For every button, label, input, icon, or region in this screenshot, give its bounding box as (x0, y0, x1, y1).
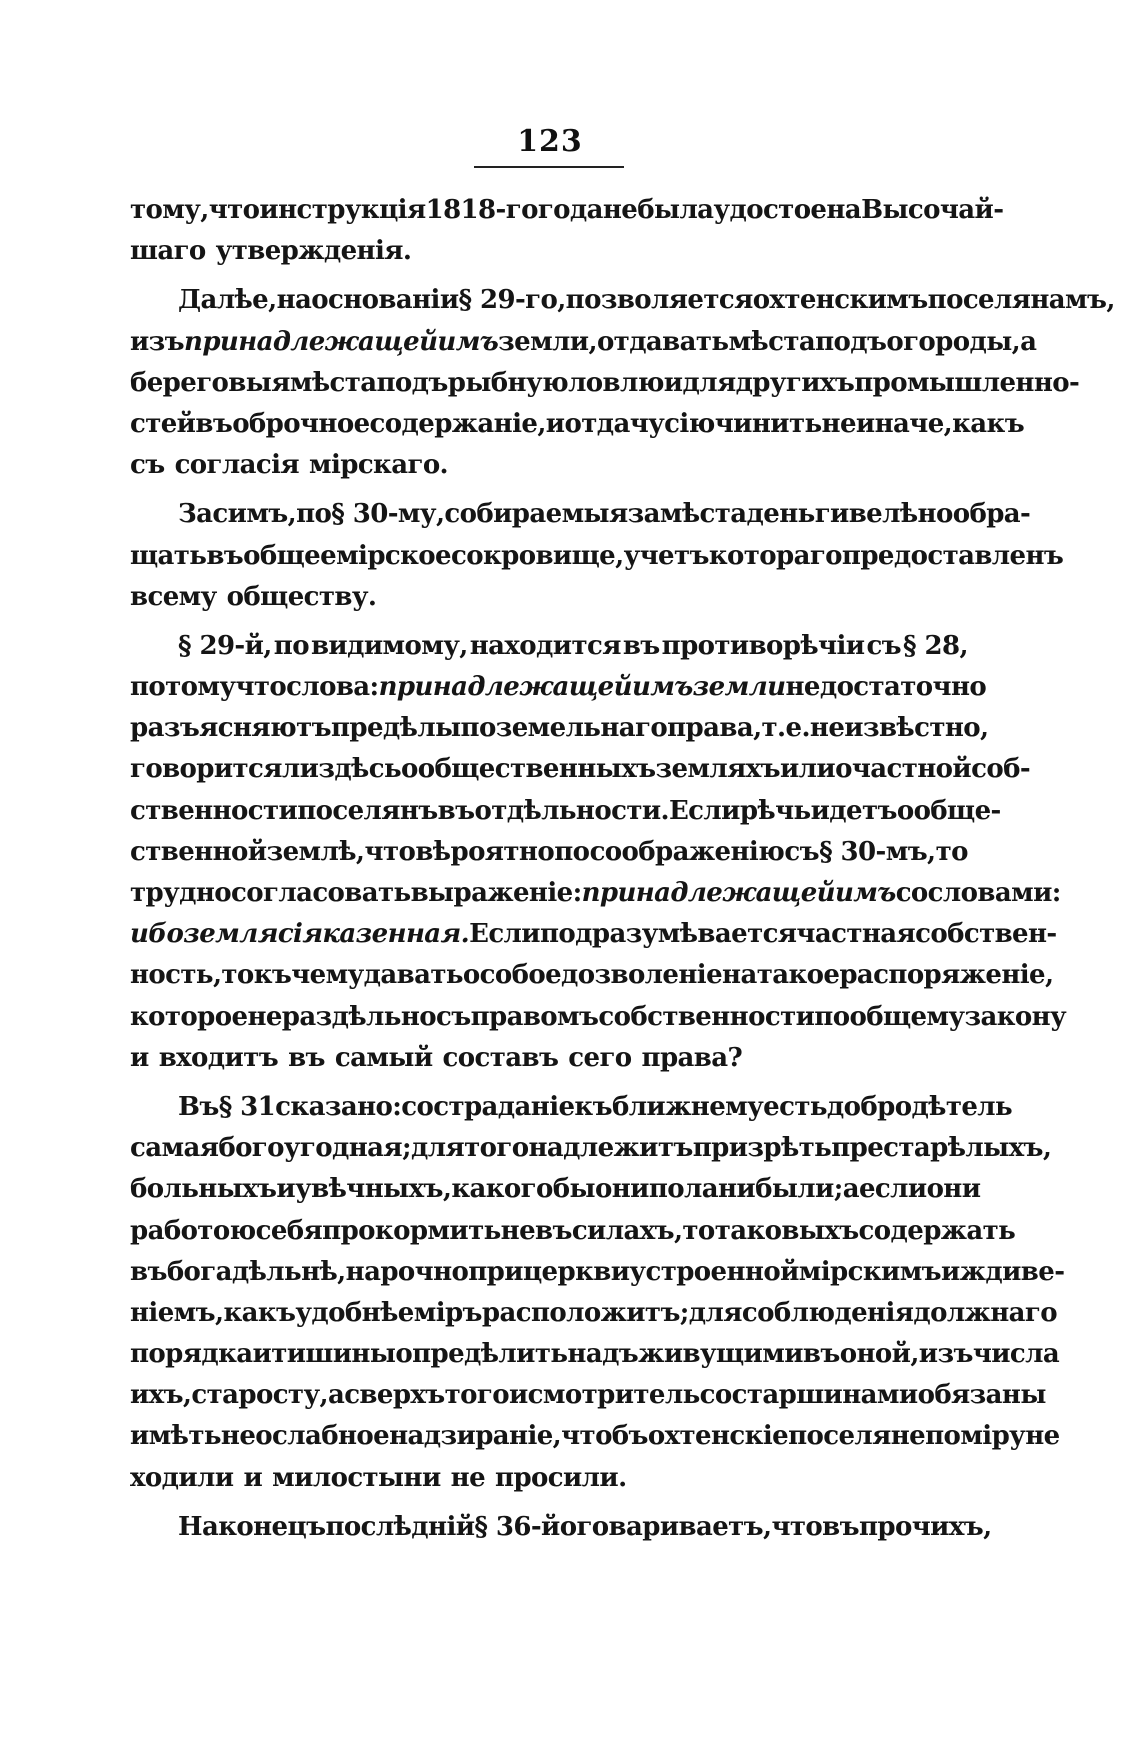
word: береговыя (130, 367, 290, 398)
word: и (130, 1042, 149, 1073)
word: § 29-го, (458, 285, 566, 316)
word: и (663, 367, 683, 398)
text-line (130, 873, 1061, 914)
word: мірскаго. (308, 450, 449, 481)
word: нарочно (345, 1256, 469, 1287)
word: подразумѣвается (539, 919, 797, 950)
word: и (545, 408, 565, 439)
word: земляхъ (655, 754, 780, 785)
word: имъ (437, 326, 499, 357)
word: богоугодная; (218, 1133, 412, 1164)
word: мірское (336, 540, 451, 571)
word: въ (535, 1215, 572, 1246)
text-line (130, 577, 968, 618)
word: мѣста (659, 499, 747, 530)
word: собствен- (915, 919, 1057, 950)
word: работою (130, 1215, 256, 1246)
word: тому, (130, 195, 209, 225)
word: по (273, 630, 309, 661)
word: согласовать (231, 878, 411, 908)
word: составъ (442, 1042, 559, 1073)
word: ибо (130, 919, 184, 950)
word: пола (648, 1174, 718, 1205)
word: вѣроятно (415, 836, 555, 867)
word: общее (243, 540, 337, 571)
word: послѣдній (325, 1511, 475, 1542)
word: ловлю (568, 367, 664, 398)
text-line (130, 832, 968, 873)
word: Если (469, 919, 540, 950)
text-line (130, 536, 1064, 577)
word: соблюденія (741, 1297, 914, 1328)
word: что (208, 195, 260, 225)
word: принадлежащей (581, 878, 835, 908)
word: сію (664, 408, 715, 439)
word: что (364, 836, 416, 867)
word: съ (866, 630, 902, 661)
word: расположитъ; (481, 1297, 689, 1328)
word: ность, (130, 960, 222, 991)
word: словами: (927, 878, 1061, 908)
word: старшинами (731, 1380, 918, 1411)
word: а (1020, 326, 1037, 357)
word: § 31 (218, 1091, 276, 1122)
word: охтенскіе (647, 1421, 789, 1452)
word: со (895, 878, 928, 908)
word: сокровище, (451, 540, 624, 571)
word: другихъ (735, 367, 855, 398)
word: и (243, 1462, 263, 1493)
word: или (779, 754, 836, 785)
text-line (130, 1211, 1016, 1252)
word: говорится (130, 754, 282, 785)
word: ственной (130, 836, 267, 867)
text-line (130, 280, 1115, 321)
word: охтенскимъ (752, 285, 928, 316)
word: имъ (631, 672, 693, 703)
word: о (896, 795, 914, 826)
word: дозволеніе (561, 960, 723, 991)
word: содержать (858, 1215, 1016, 1246)
word: велѣно (848, 499, 953, 530)
word: для (411, 1133, 465, 1164)
word: съ (436, 1001, 471, 1032)
word: предоставленъ (841, 540, 1064, 571)
word: въ (802, 1339, 840, 1370)
word: что (235, 672, 287, 703)
word: увѣчныхъ, (295, 1174, 452, 1205)
word: для (682, 367, 736, 398)
paragraph (130, 494, 1064, 618)
word: потому (130, 672, 236, 703)
word: изъ (130, 326, 185, 357)
paragraph (130, 280, 1115, 486)
word: Засимъ, (178, 499, 297, 530)
word: особое (462, 960, 562, 991)
word: отдавать (596, 326, 729, 357)
word: то (221, 960, 254, 991)
word: старосту, (191, 1380, 328, 1411)
word: они (926, 1174, 981, 1205)
word: земля (183, 919, 278, 950)
word: того (464, 1133, 529, 1164)
word: имъ (834, 878, 896, 908)
word: года (537, 195, 603, 225)
word: не (821, 408, 856, 439)
word: силахъ, (571, 1215, 683, 1246)
text-line (130, 791, 1001, 832)
header-rule (474, 166, 624, 168)
word: на (722, 960, 757, 991)
word: въ (206, 540, 244, 571)
word: надъ (567, 1339, 639, 1370)
word: Если (668, 795, 740, 826)
word: для (688, 1297, 742, 1328)
word: при (468, 1256, 523, 1287)
word: давать (363, 960, 463, 991)
word: собираемыя (444, 499, 628, 530)
word: оной, (839, 1339, 919, 1370)
word: землѣ, (266, 836, 365, 867)
word: щать (130, 540, 207, 571)
word: входитъ (158, 1042, 279, 1073)
word: инструкція (259, 195, 426, 225)
text-line (130, 1087, 1013, 1128)
text-line (130, 1416, 1060, 1457)
text-line (130, 231, 968, 272)
word: больныхъ (130, 1174, 277, 1205)
word: были; (755, 1174, 843, 1205)
word: котораго (708, 540, 842, 571)
word: рѣчь (739, 795, 811, 826)
word: соображенію (589, 836, 785, 867)
word: чинить (714, 408, 822, 439)
word: за (627, 499, 660, 530)
word: въ (437, 795, 475, 826)
word: принадлежащей (378, 672, 632, 703)
word: числа (972, 1339, 1060, 1370)
word: то (935, 836, 968, 867)
word: § 30-му, (331, 499, 445, 530)
word: ственности (130, 795, 298, 826)
word: какъ (223, 1297, 296, 1328)
word: со (699, 1380, 732, 1411)
word: стей (130, 408, 196, 439)
paragraph (130, 1087, 1065, 1499)
text-line (130, 1458, 968, 1499)
word: самый (334, 1042, 433, 1073)
word: неизвѣстно, (809, 713, 989, 744)
word: разъясняютъ (130, 713, 331, 744)
text-line (130, 1293, 1057, 1334)
word: общему (849, 1001, 965, 1032)
word: поселянъ (297, 795, 438, 826)
word: и (276, 1174, 296, 1205)
word: сверхъ (344, 1380, 445, 1411)
word: слова: (286, 672, 379, 703)
word: въ (288, 1042, 325, 1073)
word: призрѣть (692, 1133, 832, 1164)
word: сего (568, 1042, 632, 1073)
word: ближнему (611, 1091, 764, 1122)
word: нераздѣльно (247, 1001, 436, 1032)
word: что (771, 1511, 823, 1542)
word: удостоена (713, 195, 862, 225)
word: отдачу (564, 408, 665, 439)
word: и (508, 1380, 528, 1411)
word: надзираніе, (389, 1421, 562, 1452)
word: промышленно- (854, 367, 1080, 398)
word: Высочай- (861, 195, 1004, 225)
word: престарѣлыхъ, (831, 1133, 1052, 1164)
word: видимому, (310, 630, 468, 661)
word: міръ (413, 1297, 482, 1328)
word: въ (195, 408, 233, 439)
word: Въ (178, 1091, 219, 1122)
word: того (444, 1380, 509, 1411)
word: должнаго (913, 1297, 1057, 1328)
word: казенная. (322, 919, 470, 950)
paragraph (130, 1507, 992, 1548)
text-line (130, 190, 1004, 231)
word: если (858, 1174, 927, 1205)
word: прочихъ, (858, 1511, 992, 1542)
word: съ (130, 450, 165, 481)
word: учетъ (623, 540, 709, 571)
word: поземельнаго (460, 713, 668, 744)
word: порядка (130, 1339, 253, 1370)
word: таковыхъ (714, 1215, 859, 1246)
word: обществу. (226, 581, 377, 612)
word: согласія (174, 450, 299, 481)
word: распоряженіе, (839, 960, 1054, 991)
text-line (130, 1334, 1060, 1375)
text-line (130, 363, 1080, 404)
word: къ (253, 960, 292, 991)
word: ли (281, 754, 319, 785)
word: обра- (952, 499, 1031, 530)
word: по (296, 499, 332, 530)
word: была (637, 195, 714, 225)
word: содержаніе, (369, 408, 546, 439)
text-line (130, 445, 968, 486)
word: устроенной (629, 1256, 799, 1287)
word: ихъ, (130, 1380, 192, 1411)
word: иначе, (855, 408, 953, 439)
text-line (130, 404, 1025, 445)
word: съ (784, 836, 819, 867)
word: состраданіе (401, 1091, 575, 1122)
word: бы (552, 1174, 595, 1205)
text-line (130, 322, 1037, 363)
word: тишины (271, 1339, 396, 1370)
word: обще- (913, 795, 1001, 826)
text-line (130, 1128, 1052, 1169)
word: чтобъ (561, 1421, 648, 1452)
word: рыбную (447, 367, 569, 398)
word: не (450, 1462, 486, 1493)
text-line (130, 1507, 992, 1548)
word: смотритель (527, 1380, 700, 1411)
word: трудно (130, 878, 232, 908)
word: соб- (971, 754, 1031, 785)
word: ни (717, 1174, 756, 1205)
word: не (1025, 1421, 1060, 1452)
word: удобнѣе (295, 1297, 414, 1328)
text-line (130, 749, 1031, 790)
word: сказано: (275, 1091, 402, 1122)
body-text (130, 190, 1115, 1548)
word: чему (291, 960, 364, 991)
word: огороды, (886, 326, 1021, 357)
word: какъ (952, 408, 1025, 439)
word: по (925, 1421, 961, 1452)
word: церкви (522, 1256, 630, 1287)
word: § 36-й (474, 1511, 560, 1542)
word: подъ (815, 326, 887, 357)
word: частная (796, 919, 916, 950)
text-line (130, 1252, 1065, 1293)
word: Наконецъ (178, 1511, 326, 1542)
word: добродѣтель (826, 1091, 1013, 1122)
word: милостыни (272, 1462, 441, 1493)
word: изъ (918, 1339, 973, 1370)
word: есть (763, 1091, 827, 1122)
word: ніемъ, (130, 1297, 224, 1328)
text-line (130, 997, 1067, 1038)
word: въ (822, 1511, 859, 1542)
word: имѣть (130, 1421, 221, 1452)
word: отдѣльности. (474, 795, 669, 826)
word: о (401, 754, 418, 785)
text-line (130, 494, 1031, 535)
word: утвержденія. (215, 236, 412, 267)
word: всему (130, 581, 217, 612)
word: въ (130, 1256, 167, 1287)
text-line (130, 1375, 1046, 1416)
word: міру (960, 1421, 1026, 1452)
word: основаніи (311, 285, 459, 316)
word: мѣста (289, 367, 377, 398)
word: просили. (495, 1462, 627, 1493)
word: такое (756, 960, 840, 991)
word: находится (469, 630, 621, 661)
word: закону (964, 1001, 1067, 1032)
text-line (130, 667, 987, 708)
word: Далѣе, (178, 285, 277, 316)
text-line (130, 1169, 981, 1210)
word: какого (451, 1174, 553, 1205)
word: мѣста (728, 326, 816, 357)
word: здѣсь (318, 754, 402, 785)
word: не (602, 195, 638, 225)
word: о (835, 754, 852, 785)
word: обязаны (917, 1380, 1046, 1411)
word: въ (622, 630, 660, 661)
word: общественныхъ (417, 754, 656, 785)
word: прокормить (322, 1215, 501, 1246)
paragraph (130, 190, 1004, 272)
text-line (130, 955, 1054, 996)
word: позволяется (565, 285, 753, 316)
word: а (842, 1174, 859, 1205)
word: е. (785, 713, 810, 744)
text-line (130, 708, 989, 749)
word: частной (851, 754, 972, 785)
word: выраженіе: (410, 878, 582, 908)
word: поселяне (788, 1421, 926, 1452)
text-line (130, 1038, 968, 1079)
word: § 28, (903, 630, 968, 661)
word: шаго (130, 236, 206, 267)
word: оброчное (232, 408, 370, 439)
word: которое (130, 1001, 248, 1032)
word: § 29-й, (178, 630, 272, 661)
word: права, (667, 713, 762, 744)
word: сія (277, 919, 323, 950)
word: недостаточно (785, 672, 987, 703)
word: противорѣчіи (661, 630, 865, 661)
word: поселянамъ, (927, 285, 1115, 316)
word: права? (641, 1042, 743, 1073)
text-line (130, 914, 1057, 955)
word: себя (255, 1215, 323, 1246)
word: то (682, 1215, 715, 1246)
word: предѣлы (330, 713, 461, 744)
word: т. (761, 713, 786, 744)
word: правомъ (470, 1001, 599, 1032)
word: земли, (498, 326, 597, 357)
word: § 30-мъ, (819, 836, 936, 867)
word: на (276, 285, 312, 316)
word: по (814, 1001, 850, 1032)
word: самая (130, 1133, 219, 1164)
text-line (130, 626, 968, 667)
word: идетъ (810, 795, 897, 826)
word: подъ (376, 367, 448, 398)
word: принадлежащей (184, 326, 438, 357)
word: земли (692, 672, 786, 703)
word: къ (574, 1091, 612, 1122)
word: опредѣлить (395, 1339, 568, 1370)
word: а (327, 1380, 345, 1411)
word: живущими (638, 1339, 803, 1370)
word: богадѣльнѣ, (166, 1256, 346, 1287)
word: мірскимъ (798, 1256, 942, 1287)
word: деньги (746, 499, 849, 530)
word: по (554, 836, 590, 867)
word: надлежитъ (528, 1133, 693, 1164)
word: неослабное (220, 1421, 390, 1452)
paragraph (130, 626, 1067, 1079)
word: не (500, 1215, 536, 1246)
word: собственности (598, 1001, 815, 1032)
word: они (594, 1174, 649, 1205)
word: оговариваетъ, (559, 1511, 772, 1542)
word: 1818-го (425, 195, 538, 225)
page-number: 123 (517, 124, 583, 159)
word: иждиве- (941, 1256, 1065, 1287)
word: ходили (130, 1462, 234, 1493)
word: и (252, 1339, 272, 1370)
